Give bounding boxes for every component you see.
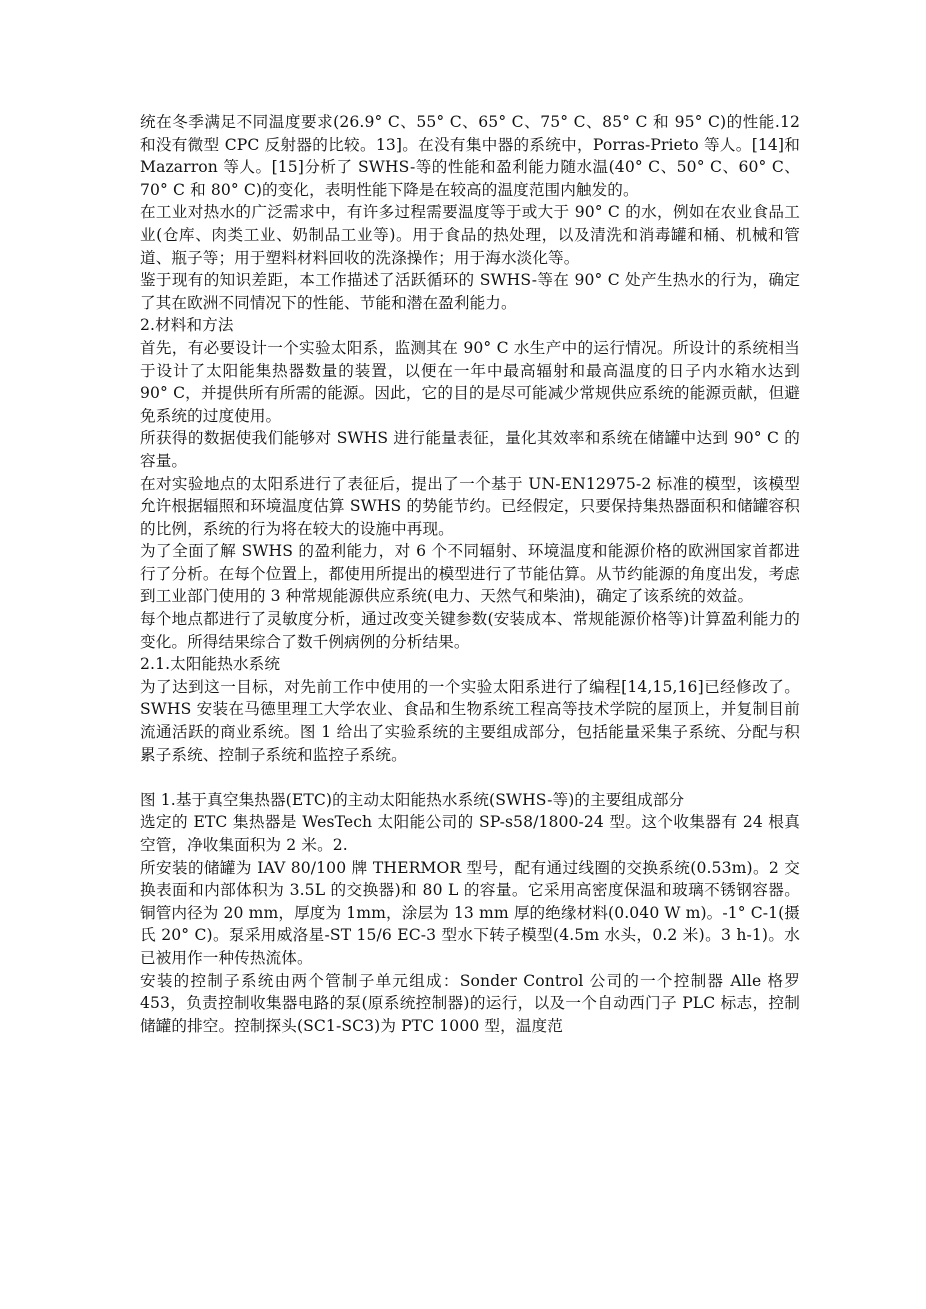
- paragraph-10: 选定的 ETC 集热器是 WesTech 太阳能公司的 SP-s58/1800-24 型。这个收集器有 24 根真空管，净收集面积为 2 米。2.: [140, 813, 800, 854]
- paragraph-12: 安装的控制子系统由两个管制子单元组成：Sonder Control 公司的一个控制器 Alle 格罗 453，负责控制收集器电路的泵(原系统控制器)的运行，以及一个自动西门子 PLC 标志，控制储罐的排空。控制探头(SC1-SC3)为 PTC 1000 型，温度范: [140, 971, 800, 1035]
- paragraph-3: 鉴于现有的知识差距，本工作描述了活跃循环的 SWHS-等在 90° C 处产生热水的行为，确定了其在欧洲不同情况下的性能、节能和潜在盈利能力。: [140, 271, 800, 312]
- paragraph-11: 所安装的储罐为 IAV 80/100 牌 THERMOR 型号，配有通过线圈的交换系统(0.53m)。2 交换表面和内部体积为 3.5L 的交换器)和 80 L 的容量。它采用高密度保温和玻璃不锈钢容器。铜管内径为 20 mm，厚度为 1mm，涂层为 13 mm 厚的绝缘材料(0.040 W m)。-1° C-1(摄氏 20° C)。泵采用威洛星-ST 15/6 EC-3 型水下转子模型(4.5m 水头，0.2 米)。3 h-1)。水已被用作一种传热流体。: [140, 858, 800, 967]
- blank-line: [140, 766, 800, 789]
- section-heading-2-1: 2.1.太阳能热水系统: [140, 655, 281, 674]
- section-heading-2: 2.材料和方法: [140, 316, 234, 335]
- paragraph-6: 在对实验地点的太阳系进行了表征后，提出了一个基于 UN-EN12975-2 标准的模型，该模型允许根据辐照和环境温度估算 SWHS 的势能节约。已经假定，只要保持集热器面积和储罐容积的比例，系统的行为将在较大的设施中再现。: [140, 474, 800, 538]
- document-body: [140, 111, 800, 1037]
- paragraph-7: 为了全面了解 SWHS 的盈利能力，对 6 个不同辐射、环境温度和能源价格的欧洲国家首都进行了分析。在每个位置上，都使用所提出的模型进行了节能估算。从节约能源的角度出发，考虑到工业部门使用的 3 种常规能源供应系统(电力、天然气和柴油)，确定了该系统的效益。: [140, 542, 800, 606]
- paragraph-8: 每个地点都进行了灵敏度分析，通过改变关键参数(安装成本、常规能源价格等)计算盈利能力的变化。所得结果综合了数千例病例的分析结果。: [140, 610, 800, 651]
- paragraph-5: 所获得的数据使我们能够对 SWHS 进行能量表征，量化其效率和系统在储罐中达到 90° C 的容量。: [140, 429, 800, 470]
- figure-caption: 图 1.基于真空集热器(ETC)的主动太阳能热水系统(SWHS-等)的主要组成部分: [140, 790, 685, 809]
- paragraph-4: 首先，有必要设计一个实验太阳系，监测其在 90° C 水生产中的运行情况。所设计的系统相当于设计了太阳能集热器数量的装置，以便在一年中最高辐射和最高温度的日子内水箱水达到 90° C，并提供所有所需的能源。因此，它的目的是尽可能减少常规供应系统的能源贡献，但避免系统的过度使用。: [140, 338, 800, 425]
- paragraph-9: 为了达到这一目标，对先前工作中使用的一个实验太阳系进行了编程[14,15,16]已经修改了。SWHS 安装在马德里理工大学农业、食品和生物系统工程高等技术学院的屋顶上，并复制目前流通活跃的商业系统。图 1 给出了实验系统的主要组成部分，包括能量采集子系统、分配与积累子系统、控制子系统和监控子系统。: [140, 677, 800, 764]
- paragraph-1: 统在冬季满足不同温度要求(26.9° C、55° C、65° C、75° C、85° C 和 95° C)的性能.12 和没有微型 CPC 反射器的比较。13]。在没有集中器的系统中，Porras-Prieto 等人。[14]和 Mazarron 等人。[15]分析了 SWHS-等的性能和盈利能力随水温(40° C、50° C、60° C、70° C 和 80° C)的变化，表明性能下降是在较高的温度范围内触发的。: [140, 113, 800, 199]
- paragraph-2: 在工业对热水的广泛需求中，有许多过程需要温度等于或大于 90° C 的水，例如在农业食品工业(仓库、肉类工业、奶制品工业等)。用于食品的热处理，以及清洗和消毒罐和桶、机械和管道、瓶子等；用于塑料材料回收的洗涤操作；用于海水淡化等。: [140, 203, 800, 267]
